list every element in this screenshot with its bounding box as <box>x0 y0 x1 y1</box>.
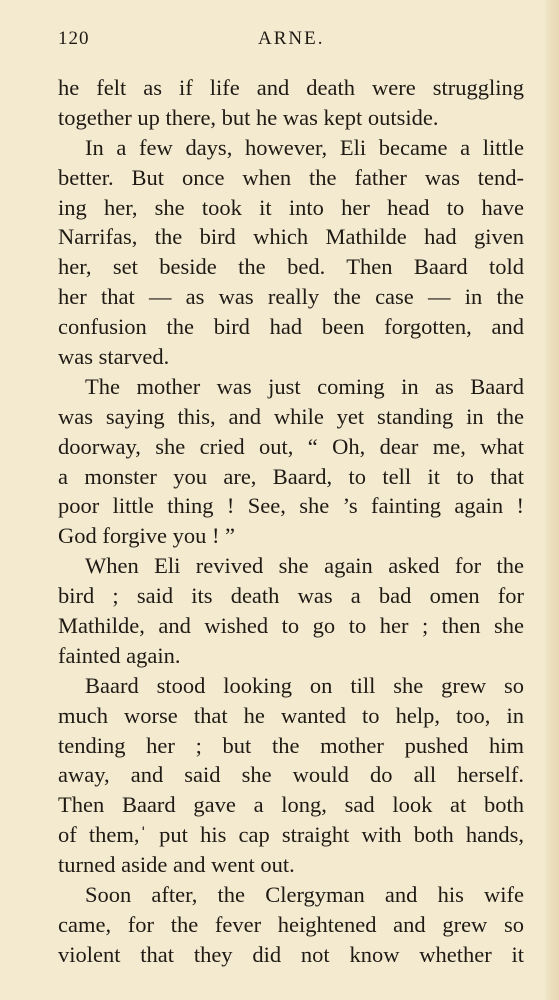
text-line: Soon after, the Clergyman and his wife <box>85 882 524 908</box>
page-edge <box>545 0 559 1000</box>
text-line: The mother was just coming in as Baard <box>85 373 524 399</box>
text-line: he felt as if life and death were struggling <box>58 75 524 100</box>
text-line: a monster you are, Baard, to tell it to that <box>58 463 524 489</box>
text-line: Narrifas, the bird which Mathilde had given <box>58 224 524 250</box>
text-line: Baard stood looking on till she grew so <box>85 672 524 698</box>
text-line: her, set beside the bed. Then Baard told <box>58 254 524 280</box>
text-line: fainted again. <box>58 642 181 668</box>
text-line: tending her ; but the mother pushed him <box>58 732 524 758</box>
text-line: her that — as was really the case — in the <box>58 284 524 310</box>
text-line: In a few days, however, Eli became a little <box>85 134 524 160</box>
text-line: was starved. <box>58 344 170 370</box>
text-line: came, for the fever heightened and grew so <box>58 911 524 937</box>
text-line: turned aside and went out. <box>58 852 295 878</box>
text-line: of them,ˈ put his cap straight with both hands, <box>58 822 524 848</box>
text-line: together up there, but he was kept outside. <box>58 104 439 130</box>
text-line: violent that they did not know whether it <box>58 941 524 967</box>
text-line: Mathilde, and wished to go to her ; then she <box>58 613 524 639</box>
running-title: ARNE. <box>258 28 325 49</box>
text-line: was saying this, and while yet standing in the <box>58 403 524 429</box>
text-line: bird ; said its death was a bad omen for <box>58 583 524 609</box>
text-line: Then Baard gave a long, sad look at both <box>58 792 524 818</box>
text-line: When Eli revived she again asked for the <box>85 553 524 579</box>
body-text <box>58 73 524 970</box>
text-line: poor little thing ! See, she ’s fainting again ! <box>58 493 524 519</box>
text-line: God forgive you ! ” <box>58 523 236 549</box>
text-line: ing her, she took it into her head to have <box>58 194 524 220</box>
text-line: away, and said she would do all herself. <box>58 762 524 788</box>
text-line: confusion the bird had been forgotten, and <box>58 314 524 340</box>
text-line: doorway, she cried out, “ Oh, dear me, what <box>58 433 524 459</box>
running-head <box>58 28 524 58</box>
text-line: much worse that he wanted to help, too, in <box>58 702 524 728</box>
page-number: 120 <box>58 28 90 49</box>
text-line: better. But once when the father was tend- <box>58 164 524 190</box>
